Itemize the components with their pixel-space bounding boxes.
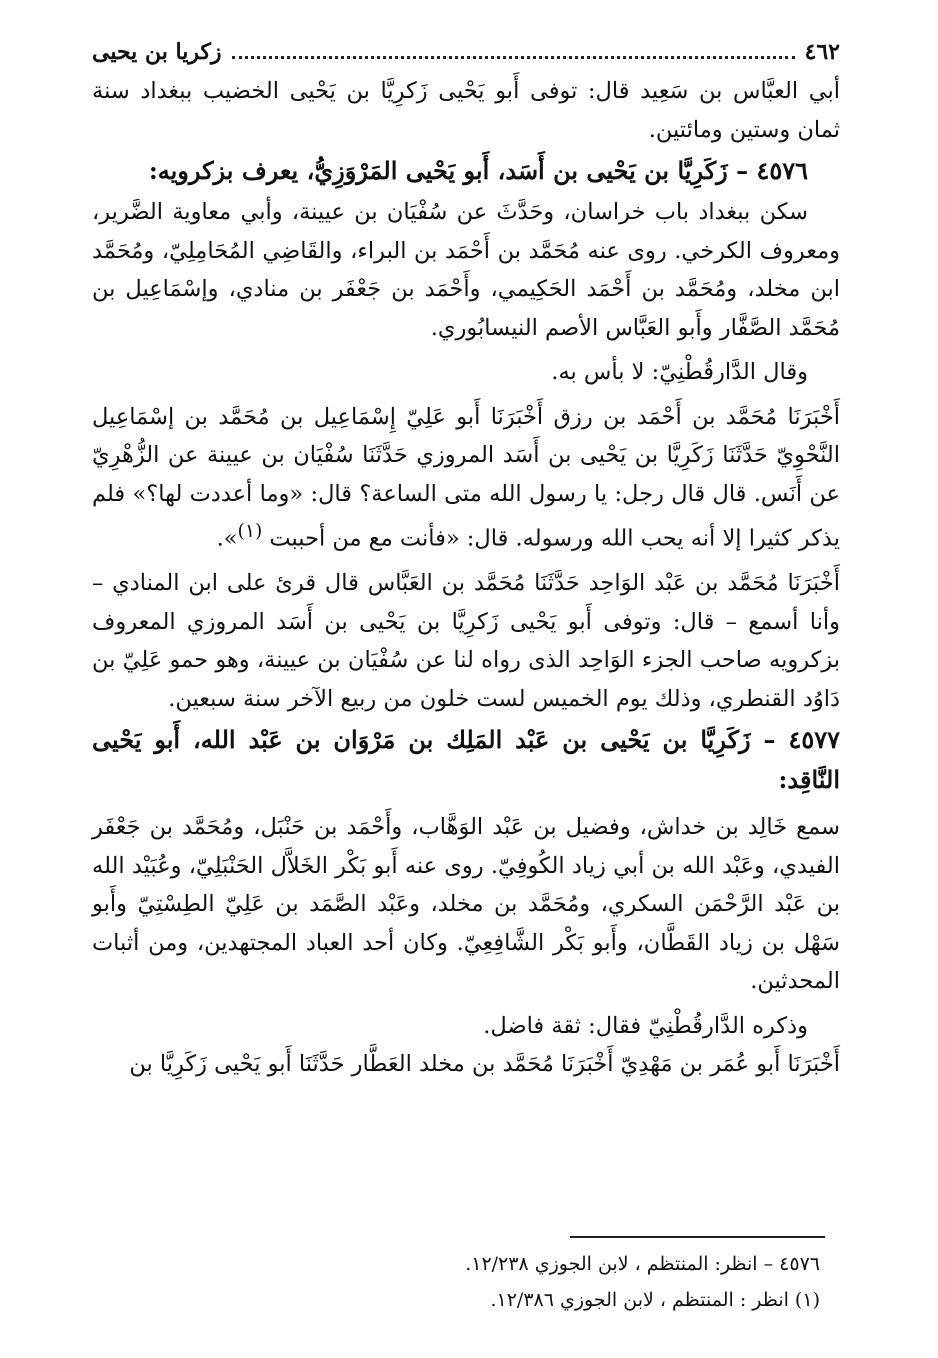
page-number: ٤٦٢ (804, 39, 840, 65)
paragraph-hadith-4576 (92, 398, 840, 559)
paragraph-isnad-4577: أَخْبَرَنَا أَبو عُمَر بن مَهْدِيّ أَخْبَرَنَا مُحَمَّد بن مخلد العَطَّار حَدَّثَنَا أَبو يَحْيى زَكَرِيَّا بن (129, 1051, 840, 1077)
footnote-reference: (١) (237, 521, 263, 542)
hadith-text: أَخْبَرَنَا مُحَمَّد بن أَحْمَد بن رزق أَخْبَرَنَا أَبو عَلِيّ إِسْمَاعِيل بن مُحَمَّد بن إسْمَاعِيل النَّحْوِيّ حَدَّثَنَا زَكَرِيَّا بن يَحْيى بن أَسَد المروزي حَدَّثَنَا سُفْيَان بن عيينة عن الزُّهْرِيّ عن أَنَس. قال قال رجل: يا رسول الله متى الساعة؟ قال: «وما أعددت لها؟» فلم يذكر كثيرا إلا أنه يحب الله ورسوله. قال: «فأنت مع من أحببت (92, 403, 840, 552)
leader-dots (232, 34, 795, 59)
hadith-text-end: ». (216, 525, 238, 552)
entry-heading-4576: ٤٥٧٦ – زَكَرِيَّا بن يَحْيى بن أَسَد، أَبو يَحْيى المَرْوَزِيُّ، يعرف بزكرويه: (148, 156, 808, 185)
running-head-title: زكريا بن يحيى (92, 39, 222, 65)
footnotes (120, 1246, 820, 1318)
paragraph-biography-4576: سكن ببغداد باب خراسان، وحَدَّثَ عن سُفْيَان بن عيينة، وأبي معاوية الضَّرير، ومعروف الكرخي. روى عنه مُحَمَّد بن أَحْمَد بن البراء، والقَاضِي المُحَامِلِيّ، ومُحَمَّد ابن مخلد، ومُحَمَّد بن أَحْمَد الحَكِيمي، وأَحْمَد بن جَعْفَر بن منادي، وإسْمَاعِيل بن مُحَمَّد الصَّفَّار وأَبو العَبَّاس الأصم النيسابُوري. (92, 199, 840, 341)
paragraph-continuation: أبي العبَّاس بن سَعِيد قال: توفى أَبو يَحْيى زَكرِيَّا بن يَحْيى الخضيب ببغداد سنة ثمان وستين ومائتين. (92, 78, 840, 143)
paragraph-assessment-4577: وذكره الدَّارقُطْنِيّ فقال: ثقة فاضل. (483, 1012, 808, 1039)
entry-heading-4577: ٤٥٧٧ – زَكَرِيَّا بن يَحْيى بن عَبْد المَلِك بن مَرْوَان بن عَبْد الله، أَبو يَحْيى النَّاقِد: (92, 725, 840, 794)
paragraph-biography-4577: سمع خَالِد بن خداش، وفضيل بن عَبْد الوَهَّاب، وأَحْمَد بن حَنْبَل، ومُحَمَّد بن جَعْفَر الفيدي، وعَبْد الله بن أبي زياد الكُوفِيّ. روى عنه أَبو بَكْر الخَلاَّل الحَنْبَلِيّ، وعُبَيْد الله بن عَبْد الرَّحْمَن السكري، ومُحَمَّد بن مخلد، وعَبْد الصَّمَد بن عَلِيّ الطِسْتِيّ وأَبو سَهْل بن زياد القَطَّان، وأَبو بَكْر الشَّافِعِيّ. وكان أحد العباد المجتهدين، ومن أثبات المحدثين. (92, 814, 840, 994)
footnote-separator (570, 1236, 825, 1238)
paragraph-death-4576: أَخْبَرَنَا مُحَمَّد بن عَبْد الوَاحِد حَدَّثَنَا مُحَمَّد بن العَبَّاس قال قرئ على ابن المنادي – وأنا أسمع – قال: وتوفى أَبو يَحْيى زَكرِيَّا بن يَحْيى بن أَسَد المروزي المعروف بزكرويه صاحب الجزء الوَاحِد الذى رواه لنا عن سُفْيَان بن عيينة، وهو حمو عَلِيّ بن دَاوُد القنطري، وذلك يوم الخميس لست خلون من ربيع الآخر سنة سبعين. (92, 570, 840, 712)
book-page (92, 32, 840, 1084)
paragraph-assessment-4576: وقال الدَّارقُطْنِيّ: لا بأس به. (551, 359, 808, 385)
footnote-1: (١) انظر : المنتظم ، لابن الجوزي ١٢/٣٨٦. (490, 1289, 820, 1311)
running-head (92, 32, 840, 72)
footnote-4576: ٤٥٧٦ – انظر: المنتظم ، لابن الجوزي ١٢/٢٣٨. (465, 1253, 820, 1275)
